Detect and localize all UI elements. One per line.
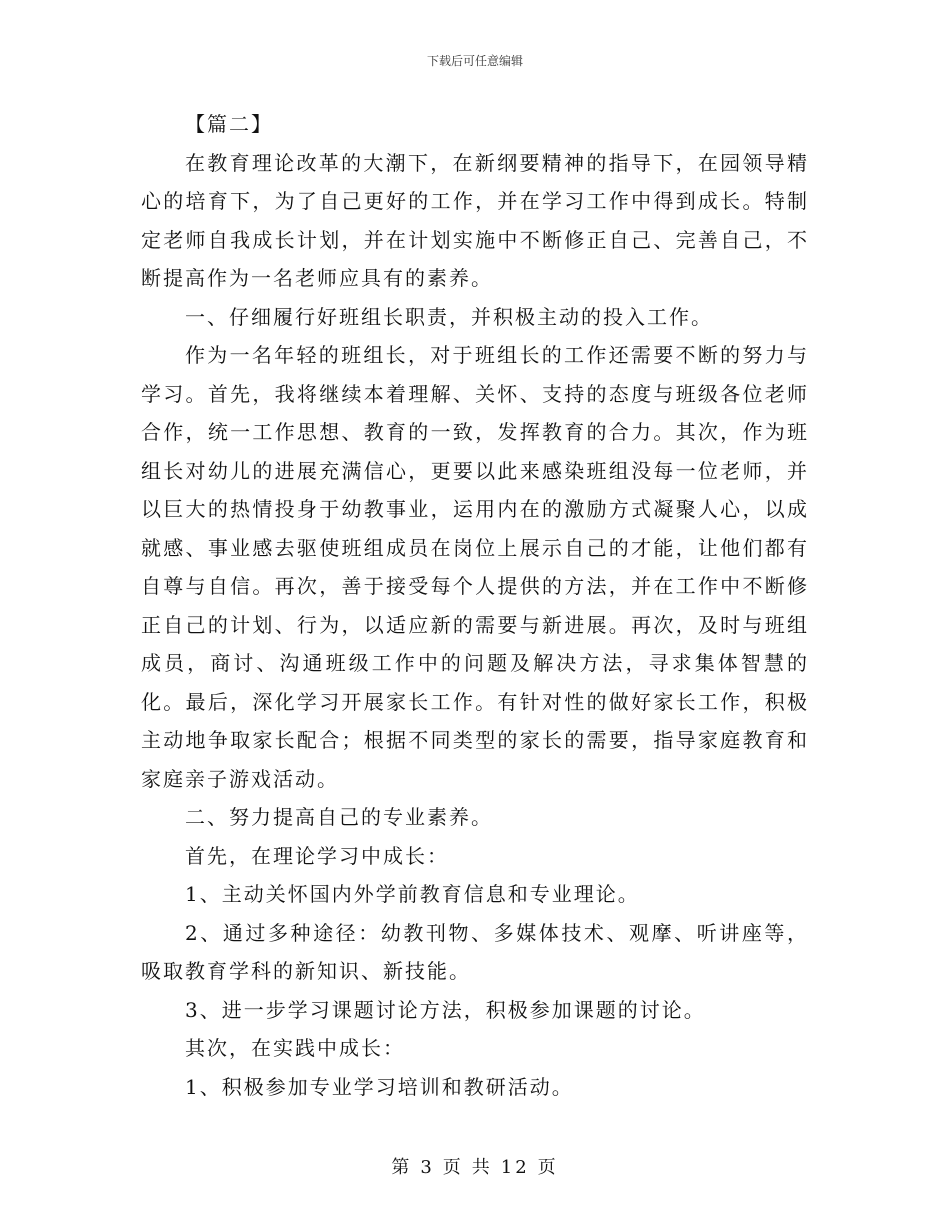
page-header: 下载后可任意编辑 xyxy=(426,54,523,68)
page-footer xyxy=(0,1153,950,1179)
total-suffix: 页 xyxy=(537,1157,559,1178)
page-label-prefix: 第 xyxy=(391,1157,413,1178)
total-prefix: 共 xyxy=(471,1157,493,1178)
list-item: 1、积极参加专业学习培训和教研活动。 xyxy=(185,1074,574,1099)
total-pages: 12 xyxy=(500,1157,530,1178)
page-label-mid: 页 xyxy=(442,1157,464,1178)
document-body xyxy=(141,105,809,1106)
heading-two: 二、努力提高自己的专业素养。 xyxy=(185,805,493,829)
subheading-theory: 首先，在理论学习中成长： xyxy=(185,843,449,868)
list-item: 3、进一步学习课题讨论方法，积极参加课题的讨论。 xyxy=(185,997,706,1022)
page-number: 3 xyxy=(420,1157,435,1178)
heading-one: 一、仔细履行好班组长职责，并积极主动的投入工作。 xyxy=(185,304,713,329)
paragraph-intro: 在教育理论改革的大潮下，在新纲要精神的指导下，在园领导精心的培育下，为了自己更好的工作，并在学习工作中得到成长。特制定老师自我成长计划，并在计划实施中不断修正自己、完善自己，不断提高作为一名老师应具有的素养。 xyxy=(141,150,809,290)
list-item: 1、主动关怀国内外学前教育信息和专业理论。 xyxy=(185,882,640,906)
subheading-practice: 其次，在实践中成长： xyxy=(185,1036,405,1060)
paragraph-team-leader: 作为一名年轻的班组长，对于班组长的工作还需要不断的努力与学习。首先，我将继续本着理解、关怀、支持的态度与班级各位老师合作，统一工作思想、教育的一致，发挥教育的合力。其次，作为班组长对幼儿的进展充满信心，更要以此来感染班组没每一位老师，并以巨大的热情投身于幼教事业，运用内在的激励方式凝聚人心，以成就感、事业感去驱使班组成员在岗位上展示自己的才能，让他们都有自尊与自信。再次，善于接受每个人提供的方法，并在工作中不断修正自己的计划、行为，以适应新的需要与新进展。再次，及时与班组成员，商讨、沟通班级工作中的问题及解决方法，寻求集体智慧的化。最后，深化学习开展家长工作。有针对性的做好家长工作，积极主动地争取家长配合；根据不同类型的家长的需要，指导家庭教育和家庭亲子游戏活动。 xyxy=(141,343,809,791)
list-item: 2、通过多种途径：幼教刊物、多媒体技术、观摩、听讲座等，吸取教育学科的新知识、新技能。 xyxy=(141,920,809,983)
section-title: 【篇二】 xyxy=(185,112,273,136)
